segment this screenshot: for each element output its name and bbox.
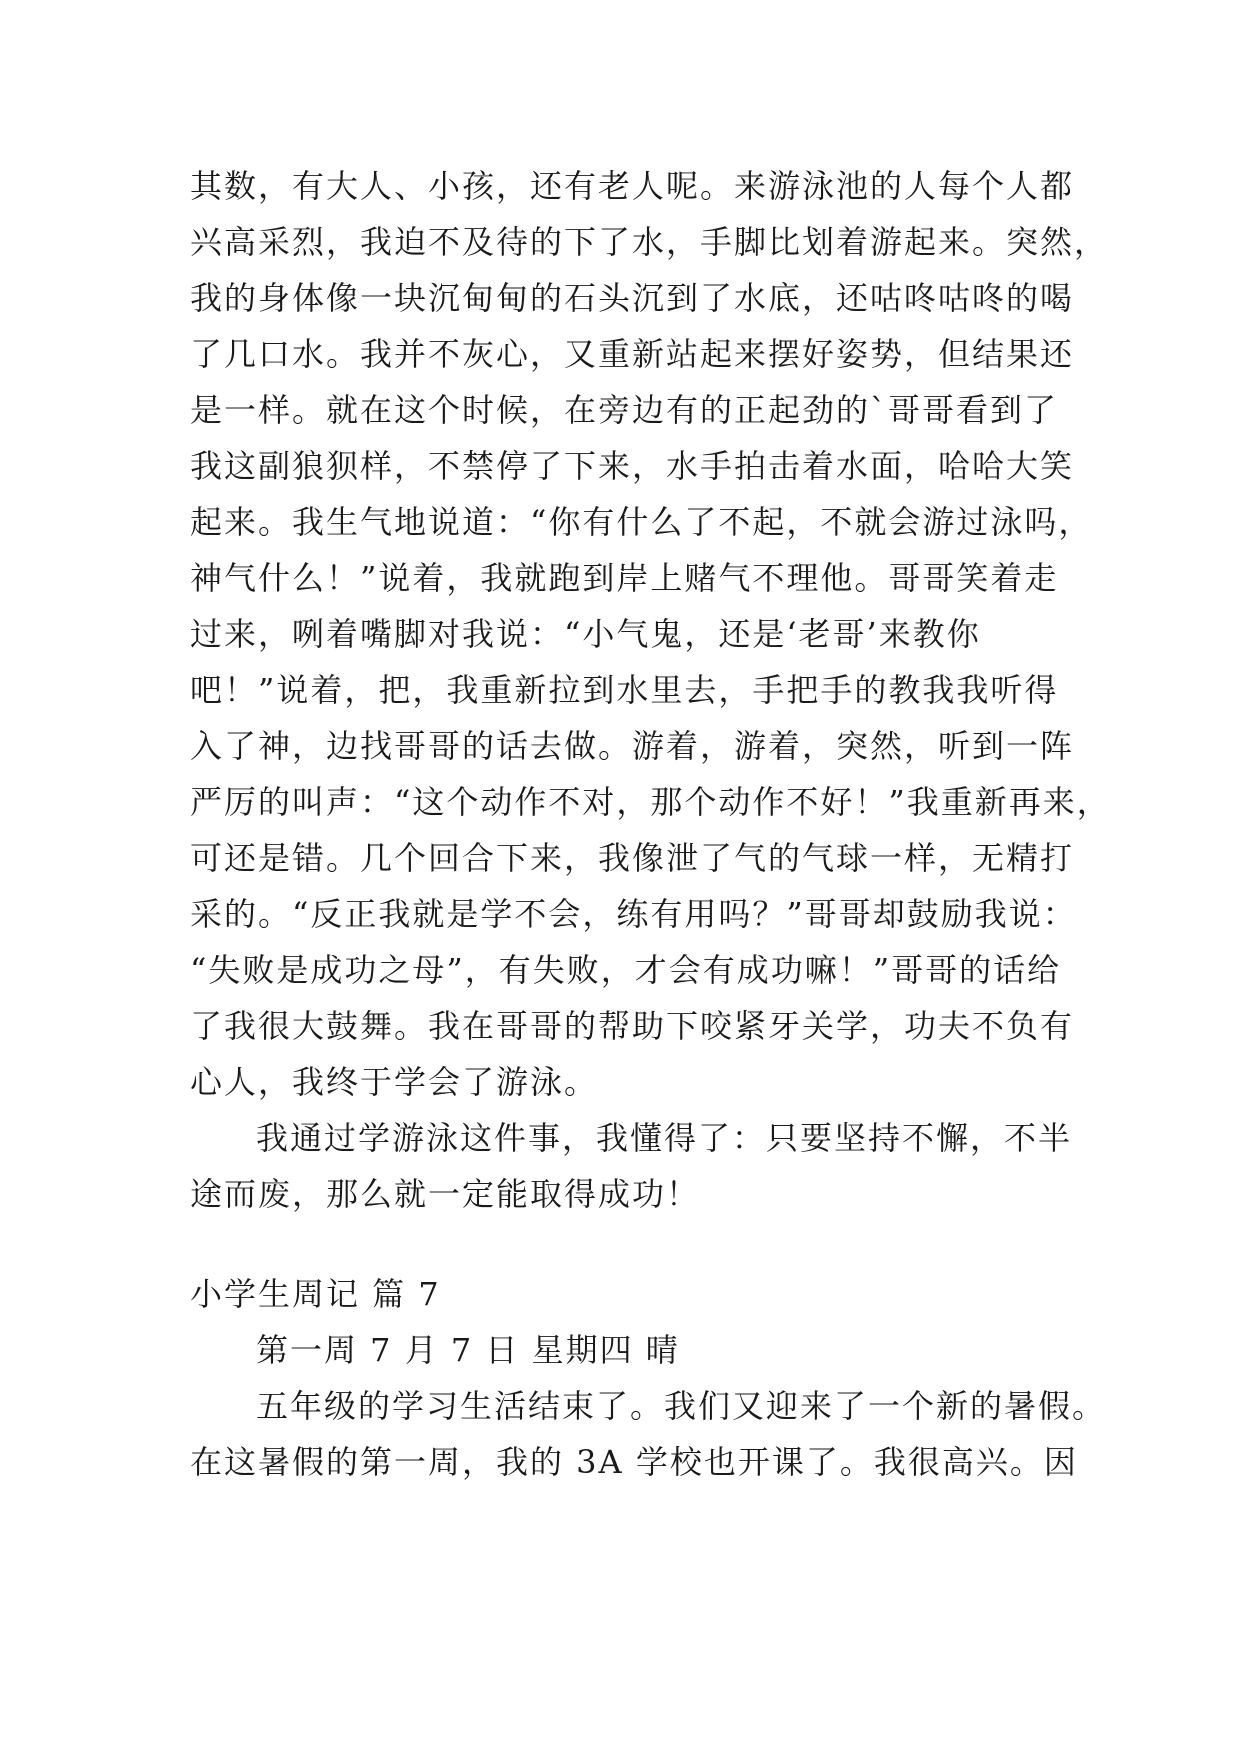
paragraph-line: 我这副狼狈样，不禁停了下来，水手拍击着水面，哈哈大笑 (190, 447, 1075, 485)
paragraph-line: 我的身体像一块沉甸甸的石头沉到了水底，还咕咚咕咚的喝 (190, 279, 1075, 317)
paragraph-line: 过来，咧着嘴脚对我说：“小气鬼，还是‘老哥’来教你 (190, 615, 981, 653)
paragraph-line: 了几口水。我并不灰心，又重新站起来摆好姿势，但结果还 (190, 335, 1075, 373)
intro-line: 五年级的学习生活结束了。我们又迎来了一个新的暑假。 (256, 1387, 1107, 1425)
paragraph-line: 严厉的叫声：“这个动作不对，那个动作不好！”我重新再来， (190, 783, 1111, 821)
conclusion-line: 我通过学游泳这件事，我懂得了：只要坚持不懈，不半 (256, 1119, 1073, 1157)
conclusion-line: 途而废，那么就一定能取得成功！ (190, 1175, 701, 1213)
paragraph-line: 心人，我终于学会了游泳。 (190, 1063, 599, 1101)
date-line: 第一周 7 月 7 日 星期四 晴 (256, 1331, 680, 1369)
paragraph-line: 采的。“反正我就是学不会，练有用吗？”哥哥却鼓励我说： (190, 895, 1077, 933)
intro-line: 在这暑假的第一周，我的 3A 学校也开课了。我很高兴。因 (190, 1443, 1078, 1481)
paragraph-line: 了我很大鼓舞。我在哥哥的帮助下咬紧牙关学，功夫不负有 (190, 1007, 1075, 1045)
paragraph-line: 起来。我生气地说道：“你有什么了不起，不就会游过泳吗， (190, 503, 1093, 541)
paragraph-line: “失败是成功之母”，有失败，才会有成功嘛！”哥哥的话给 (190, 951, 1062, 989)
paragraph-line: 吧！”说着，把，我重新拉到水里去，手把手的教我我听得 (190, 671, 1059, 709)
paragraph-line: 神气什么！”说着，我就跑到岸上赌气不理他。哥哥笑着走 (190, 559, 1059, 597)
paragraph-line: 是一样。就在这个时候，在旁边有的正起劲的`哥哥看到了 (190, 391, 1059, 429)
paragraph-line: 入了神，边找哥哥的话去做。游着，游着，突然，听到一阵 (190, 727, 1075, 765)
paragraph-line: 其数，有大人、小孩，还有老人呢。来游泳池的人每个人都 (190, 167, 1075, 205)
paragraph-line: 可还是错。几个回合下来，我像泄了气的气球一样，无精打 (190, 839, 1075, 877)
section-title: 小学生周记 篇 7 (190, 1275, 441, 1313)
paragraph-line: 兴高采烈，我迫不及待的下了水，手脚比划着游起来。突然， (190, 223, 1109, 261)
